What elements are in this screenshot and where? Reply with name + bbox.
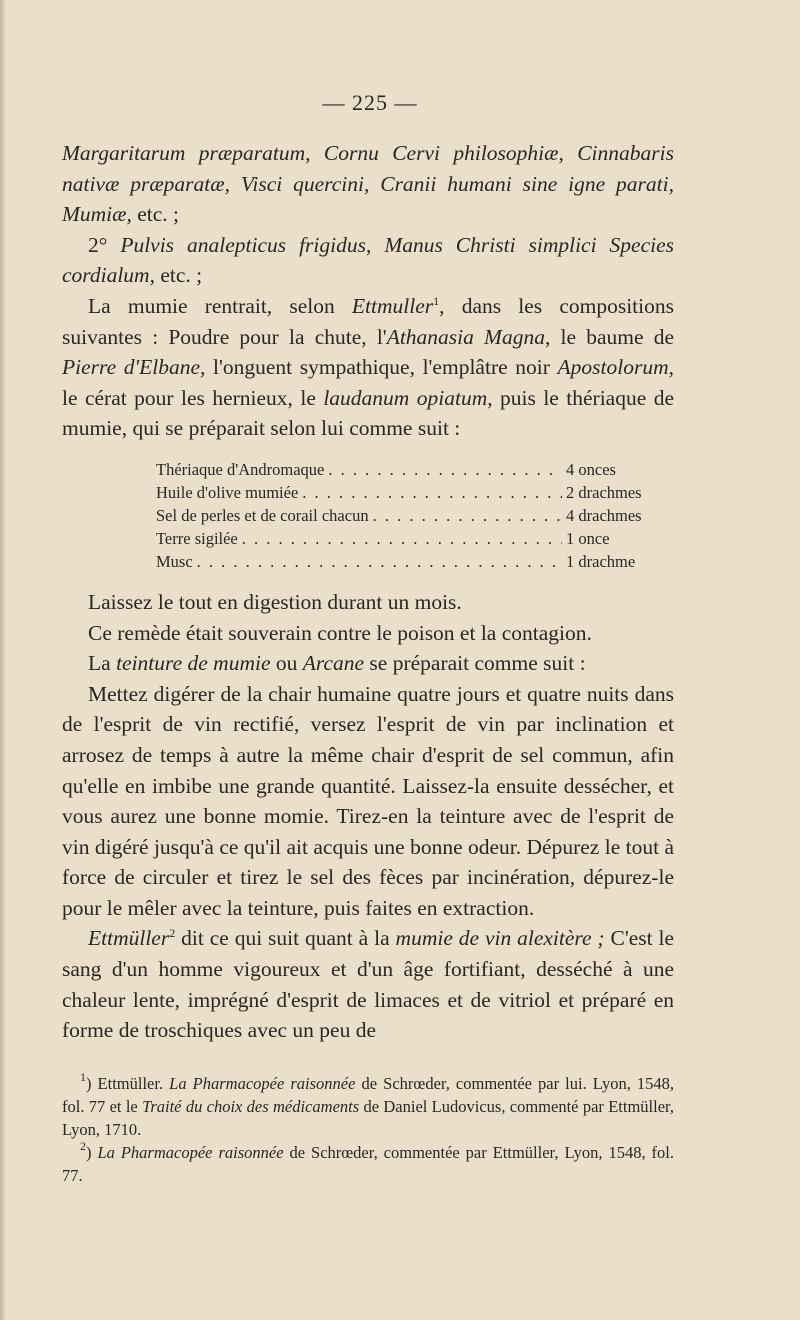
paragraph-mumie-vin	[62, 923, 674, 1045]
latin-ingredients: Pulvis analepticus frigidus, Manus Christi simplici Species cordialum,	[62, 232, 674, 288]
text: de Daniel Ludovicus, commenté par Ettmüller, Lyon, 1710.	[62, 1097, 674, 1139]
ingredient: Thériaque d'Andromaque	[156, 459, 325, 479]
leader-dots	[197, 550, 562, 573]
etc-text: etc. ;	[154, 263, 203, 288]
quantity: 4 onces	[566, 459, 616, 479]
quantity: 2 drachmes	[566, 482, 642, 502]
text: C'est le sang d'un homme vigoureux et d'un âge fortifiant, desséché à une chaleur lente, imprégné d'esprit de limaces et de vitriol et préparé en forme de troschiques avec un peu de	[62, 926, 674, 1043]
text: , puis le thériaque de mumie, qui se préparait selon lui comme suit :	[62, 385, 674, 441]
book-title: La Pharmacopée raisonnée	[97, 1143, 284, 1162]
recipe-row	[156, 550, 666, 573]
page-number: — 225 —	[322, 90, 418, 115]
leader-dots	[302, 481, 562, 504]
footnotes	[62, 1072, 674, 1187]
remedy-name: Arcane	[302, 651, 365, 676]
footnote-number: 2	[80, 1139, 86, 1153]
book-title: La Pharmacopée raisonnée	[169, 1074, 356, 1093]
text: dit ce qui suit quant à la	[175, 926, 396, 951]
remedy-name: Athanasia Magna	[386, 324, 545, 349]
ingredient: Musc	[156, 551, 193, 571]
ingredient: Terre sigilée	[156, 528, 238, 548]
paragraph-teinture	[62, 648, 674, 679]
remedy-name: mumie de vin alexitère ;	[395, 926, 605, 951]
leader-dots	[242, 527, 562, 550]
text: )	[86, 1143, 98, 1162]
footnote-ref: 1	[433, 293, 440, 308]
leader-dots	[328, 458, 562, 481]
text: La mumie rentrait, selon	[88, 293, 352, 318]
latin-ingredients: Margaritarum præparatum, Cornu Cervi philosophiæ, Cinnabaris nativæ præparatæ, Visci quercini, Cranii humani sine igne parati, Mumiæ,	[62, 141, 674, 227]
ingredient: Sel de perles et de corail chacun	[156, 505, 369, 525]
page-edge-shadow	[0, 0, 6, 1320]
remedy-name: Pierre d'Elbane	[62, 355, 200, 380]
text: de Schrœder, commentée par lui. Lyon, 1548, fol. 77 et le	[62, 1074, 675, 1116]
recipe-row	[156, 527, 666, 550]
author-name: Ettmuller	[351, 293, 434, 318]
remedy-name: Apostolorum	[557, 355, 669, 380]
quantity: 1 drachme	[566, 551, 636, 571]
etc-text: etc. ;	[131, 202, 180, 227]
ingredient: Huile d'olive mumiée	[156, 482, 299, 502]
text: , l'onguent sympathique, l'emplâtre noir	[200, 355, 558, 380]
book-title: Traité du choix des médicaments	[142, 1097, 360, 1116]
main-text	[62, 138, 674, 1046]
text: ) Ettmüller.	[86, 1074, 170, 1093]
author-name: Ettmüller	[88, 926, 170, 951]
recipe-row	[156, 458, 666, 481]
recipe-row	[156, 481, 666, 504]
paragraph-ingredients-1	[62, 138, 674, 230]
text: de Schrœder, commentée par Ettmüller, Lyon, 1548, fol. 77.	[62, 1143, 674, 1185]
footnote-ref: 2	[169, 926, 176, 941]
footnote-number: 1	[80, 1070, 86, 1084]
leader-dots	[373, 504, 562, 527]
quantity: 4 drachmes	[566, 505, 642, 525]
recipe-table	[156, 458, 666, 573]
text: La	[88, 651, 117, 676]
paragraph-compositions	[62, 291, 674, 444]
paragraph-preparation: Mettez digérer de la chair humaine quatre jours et quatre nuits dans de l'esprit de vin rectifié, versez l'esprit de vin par inclination et arrosez de temps à autre la même chair d'esprit de sel commun, afin qu'elle en imbibe une grande quantité. Laissez-la ensuite dessécher, et vous aurez une bonne momie. Tirez-en la teinture avec de l'esprit de vin digéré jusqu'à ce qu'il ait acquis une bonne odeur. Dépurez le tout à force de circuler et tirez le sel des fèces par incinération, dépurez-le pour le mêler avec la teinture, puis faites en extraction.	[62, 681, 674, 920]
list-number: 2°	[88, 232, 121, 257]
text: , le baume de	[544, 324, 675, 349]
quantity: 1 once	[566, 528, 610, 548]
text: , dans les compositions suivantes : Poudre pour la chute, l'	[62, 293, 674, 349]
paragraph-digestion: Laissez le tout en digestion durant un mois.	[88, 589, 462, 614]
recipe-row	[156, 504, 666, 527]
text: ou	[270, 651, 303, 676]
footnote-1	[62, 1072, 674, 1141]
remedy-name: teinture de mumie	[116, 651, 271, 676]
footnote-2	[62, 1141, 674, 1187]
remedy-name: laudanum opiatum	[323, 385, 488, 410]
text: se préparait comme suit :	[364, 651, 586, 676]
paragraph-ingredients-2	[62, 230, 674, 291]
text: , le cérat pour les hernieux, le	[62, 355, 674, 410]
paragraph-remedy: Ce remède était souverain contre le poison et la contagion.	[88, 620, 592, 645]
